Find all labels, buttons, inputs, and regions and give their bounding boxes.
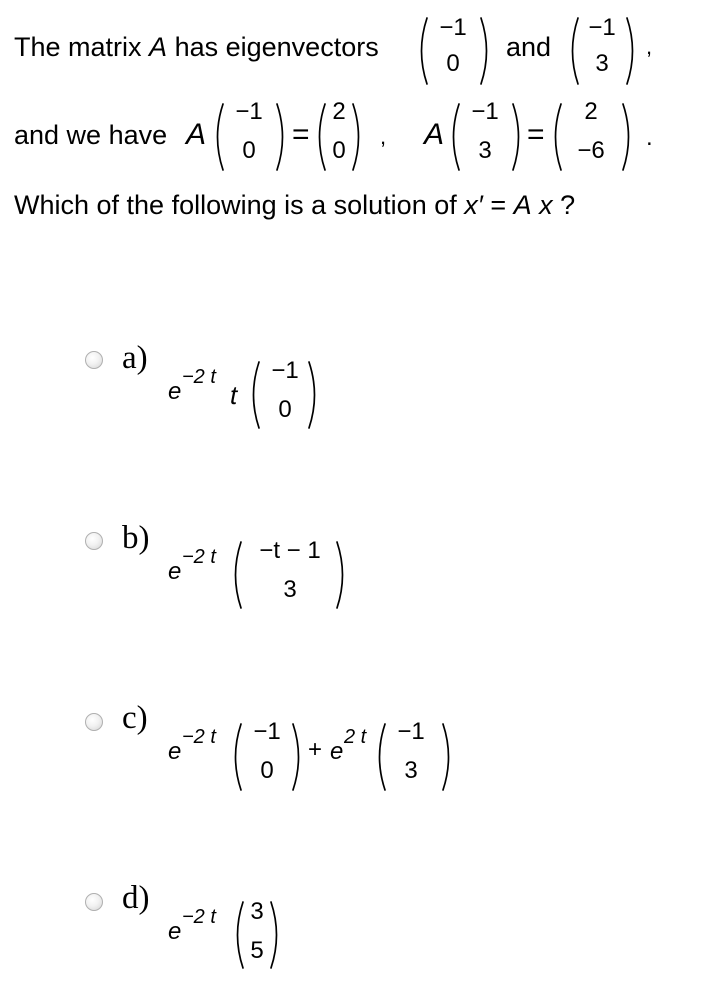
question-text: Which of the following is a solution of xyxy=(14,190,457,220)
comma: , xyxy=(380,124,387,149)
exp-base: e xyxy=(168,738,182,765)
and-word: and xyxy=(506,32,552,62)
right-paren xyxy=(478,16,494,86)
right-paren xyxy=(274,102,290,172)
vector-top: −1 xyxy=(253,718,281,745)
vector-top: −1 xyxy=(588,14,616,41)
option-b-radio[interactable] xyxy=(85,532,103,550)
right-paren xyxy=(440,722,456,792)
question-text: has eigenvectors xyxy=(174,32,379,62)
left-paren xyxy=(446,102,462,172)
question-line-2: and we have xyxy=(14,120,168,150)
option-label: b) xyxy=(122,520,150,556)
right-paren xyxy=(620,102,636,172)
equals-sign: = xyxy=(527,118,545,151)
vector-bottom: 0 xyxy=(446,50,460,77)
left-paren xyxy=(228,722,244,792)
left-paren xyxy=(565,16,581,86)
vector-top: −t − 1 xyxy=(259,537,321,564)
vector-bottom: 0 xyxy=(332,137,346,164)
right-paren xyxy=(510,102,526,172)
vector-bottom: 0 xyxy=(260,757,274,784)
t-factor: t xyxy=(230,380,238,410)
equals-sign: = xyxy=(490,190,507,220)
vector-bottom: 0 xyxy=(242,137,256,164)
vector-bottom: 3 xyxy=(478,137,492,164)
vector-top: −1 xyxy=(439,14,467,41)
vector-top: −1 xyxy=(397,718,425,745)
matrix-symbol: A xyxy=(149,32,168,62)
vector-x: x xyxy=(539,190,553,220)
matrix-symbol: A xyxy=(186,118,207,151)
plus-sign: + xyxy=(308,736,323,763)
left-paren xyxy=(414,16,430,86)
vector-top: 2 xyxy=(584,98,598,125)
right-paren xyxy=(268,900,284,970)
question-line-3 xyxy=(14,190,575,221)
exp-base: e xyxy=(330,738,344,765)
exponent: −2 t xyxy=(182,906,216,928)
left-paren xyxy=(210,102,226,172)
vector-top: −1 xyxy=(235,98,263,125)
right-paren xyxy=(290,722,306,792)
option-label: c) xyxy=(122,700,148,736)
vector-top: 2 xyxy=(332,98,346,125)
left-paren xyxy=(246,360,262,430)
left-paren xyxy=(228,540,244,610)
vector-top: 3 xyxy=(250,898,264,925)
exponent: −2 t xyxy=(182,366,216,388)
right-paren xyxy=(624,16,640,86)
option-d-radio[interactable] xyxy=(85,893,103,911)
vector-bottom: 3 xyxy=(283,576,297,603)
right-paren xyxy=(334,540,350,610)
option-a-radio[interactable] xyxy=(85,351,103,369)
exp-base: e xyxy=(168,378,182,405)
vector-bottom: 0 xyxy=(278,396,292,423)
comma: , xyxy=(646,34,653,59)
option-label: d) xyxy=(122,880,150,916)
question-mark: ? xyxy=(560,190,576,220)
vector-bottom: −6 xyxy=(577,137,605,164)
vector-bottom: 3 xyxy=(595,50,609,77)
right-paren xyxy=(350,102,366,172)
exponent: −2 t xyxy=(182,546,216,568)
left-paren xyxy=(372,722,388,792)
question-text: The matrix xyxy=(14,32,142,62)
matrix-symbol: A xyxy=(424,118,445,151)
right-paren xyxy=(306,360,322,430)
exponent: 2 t xyxy=(344,726,367,748)
vector-top: −1 xyxy=(271,357,299,384)
exp-base: e xyxy=(168,918,182,945)
vector-top: −1 xyxy=(471,98,499,125)
vector-bottom: 3 xyxy=(404,757,418,784)
equation-lhs: x′ xyxy=(464,190,483,220)
exp-base: e xyxy=(168,558,182,585)
option-label: a) xyxy=(122,340,148,376)
matrix-symbol: A xyxy=(513,190,532,220)
option-c-radio[interactable] xyxy=(85,713,103,731)
question-line-1 xyxy=(14,32,379,63)
equals-sign: = xyxy=(292,118,310,151)
exponent: −2 t xyxy=(182,726,216,748)
vector-bottom: 5 xyxy=(250,937,264,964)
period: . xyxy=(646,124,653,151)
